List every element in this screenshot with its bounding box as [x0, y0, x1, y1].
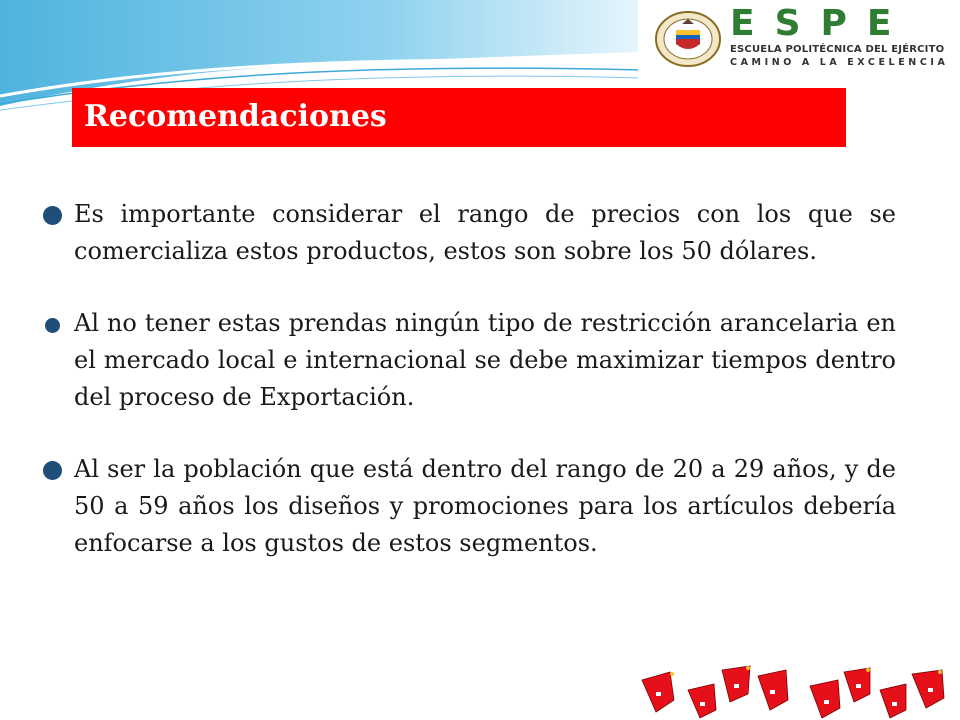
espe-motto: CAMINO A LA EXCELENCIA — [730, 57, 949, 68]
list-item-text: Al no tener estas prendas ningún tipo de restricción arancelaria en el mercado local e internacional se debe maximizar tiempos dentro del proceso de Exportación. — [74, 309, 896, 411]
bullet-dot-icon — [45, 318, 60, 333]
list-item — [74, 451, 896, 562]
bullet-dot-icon — [43, 206, 62, 225]
bullet-dot-icon — [43, 461, 62, 480]
slide-title: Recomendaciones — [84, 99, 387, 134]
espe-institution-name: ESCUELA POLITÉCNICA DEL EJÉRCITO — [730, 44, 945, 55]
red-ornament-decoration — [630, 660, 960, 720]
title-bar — [72, 88, 846, 147]
recommendations-list — [74, 196, 896, 562]
espe-acronym: ESPE — [730, 3, 912, 44]
list-item-text: Es importante considerar el rango de precios con los que se comercializa estos productos, estos son sobre los 50 dólares. — [74, 200, 896, 265]
list-item — [74, 196, 896, 270]
list-item — [74, 305, 896, 416]
espe-seal-icon — [654, 10, 722, 68]
list-item-text: Al ser la población que está dentro del rango de 20 a 29 años, y de 50 a 59 años los diseños y promociones para los artículos debería enfocarse a los gustos de estos segmentos. — [74, 455, 896, 557]
